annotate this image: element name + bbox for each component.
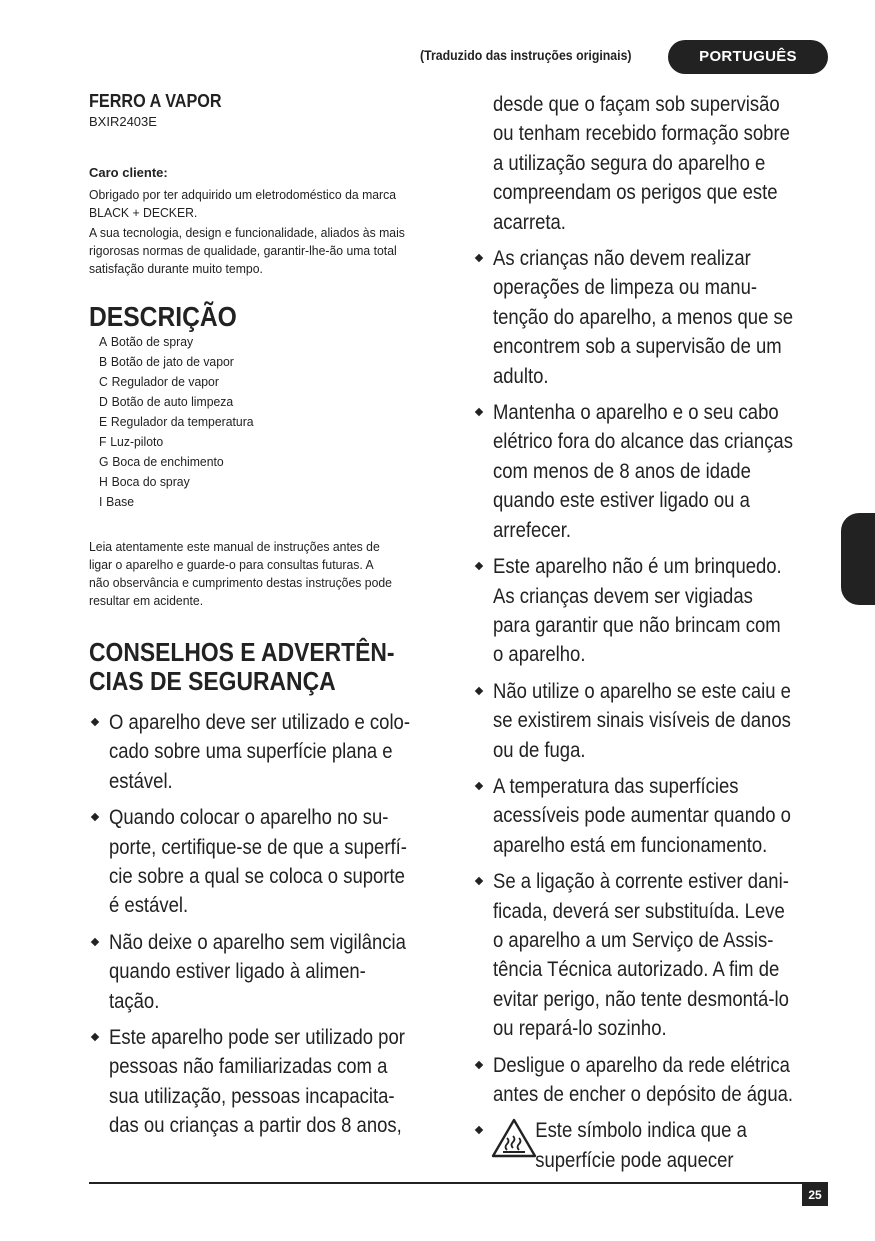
text-line: porte, certifique-se de que a superfí-: [109, 835, 407, 859]
text-line: ou tenham recebido formação sobre: [493, 122, 790, 146]
right-column: [473, 90, 833, 1182]
heading-line: CONSELHOS E ADVERTÊN-: [89, 637, 395, 667]
language-badge: PORTUGUÊS: [668, 40, 828, 74]
description-heading: DESCRIÇÃO: [89, 301, 237, 332]
text-line: ou repará-lo sozinho.: [493, 1017, 667, 1041]
intro-paragraph-2: [89, 224, 446, 278]
text-line: tenção do aparelho, a menos que se: [493, 305, 794, 329]
heading-line: CIAS DE SEGURANÇA: [89, 666, 336, 696]
text-line: As crianças não devem realizar: [493, 247, 751, 271]
read-instructions-paragraph: [89, 538, 446, 610]
greeting: Caro cliente:: [89, 165, 168, 180]
text-line: resultar em acidente.: [89, 593, 204, 608]
model-number: BXIR2403E: [89, 114, 157, 129]
text-line: para garantir que não brincam com: [493, 613, 781, 637]
text-line: O aparelho deve ser utilizado e colo-: [109, 711, 410, 734]
text-line: Este aparelho pode ser utilizado por: [109, 1026, 405, 1050]
safety-heading: [89, 638, 406, 696]
part-item: E Regulador da temperatura: [99, 414, 254, 429]
safety-bullets-left: [89, 708, 449, 1141]
text-line: Não utilize o aparelho se este caiu e: [493, 679, 791, 703]
part-item: A Botão de spray: [99, 334, 194, 349]
part-item: G Boca de enchimento: [99, 454, 224, 469]
text-line: Não deixe o aparelho sem vigilância: [109, 930, 406, 954]
bullet-item: [89, 803, 449, 921]
text-line: Obrigado por ter adquirido um eletrodoméstico da marca: [89, 187, 397, 202]
part-item: D Botão de auto limpeza: [99, 394, 234, 409]
side-tab: [841, 513, 875, 605]
bullet-item: [473, 772, 833, 860]
product-title: FERRO A VAPOR: [89, 91, 222, 111]
bullet-item: [89, 708, 449, 796]
text-line: cado sobre uma superfície plana e: [109, 740, 393, 764]
bullet-item: [89, 1023, 449, 1141]
translation-note: (Traduzido das instruções originais): [420, 47, 632, 63]
text-line: quando este estiver ligado ou a: [493, 489, 750, 513]
text-line: aparelho está em funcionamento.: [493, 833, 768, 857]
text-line: superfície pode aquecer: [535, 1148, 734, 1172]
text-line: Este símbolo indica que a: [535, 1119, 747, 1143]
text-line: Este aparelho não é um brinquedo.: [493, 555, 782, 579]
text-line: ou de fuga.: [493, 738, 586, 762]
part-item: C Regulador de vapor: [99, 374, 219, 389]
bullet-item: [473, 867, 833, 1043]
part-item: H Boca do spray: [99, 474, 190, 489]
text-line: tência Técnica autorizado. A fim de: [493, 958, 780, 982]
text-line: Leia atentamente este manual de instruções antes de: [89, 539, 380, 554]
text-line: arrefecer.: [493, 518, 572, 542]
footer-rule: [89, 1182, 828, 1184]
text-line: com menos de 8 anos de idade: [493, 459, 751, 483]
text-line: ligar o aparelho e guarde-o para consultas futuras. A: [89, 557, 374, 572]
part-item: I Base: [99, 494, 135, 509]
safety-bullets-right: [473, 90, 833, 1175]
bullet-item: [473, 552, 833, 670]
text-line: A temperatura das superfícies: [493, 774, 739, 798]
text-line: operações de limpeza ou manu-: [493, 276, 758, 300]
text-line: Mantenha o aparelho e o seu cabo: [493, 401, 779, 425]
text-line: tação.: [109, 989, 160, 1013]
text-line: pessoas não familiarizadas com a: [109, 1055, 388, 1079]
text-line: encontrem sob a supervisão de um: [493, 335, 782, 359]
text-line: BLACK + DECKER.: [89, 205, 198, 220]
text-line: Se a ligação à corrente estiver dani-: [493, 870, 789, 894]
text-line: adulto.: [493, 364, 549, 388]
part-item: B Botão de jato de vapor: [99, 354, 234, 369]
text-line: se existirem sinais visíveis de danos: [493, 709, 791, 733]
text-line: é estável.: [109, 894, 189, 918]
bullet-item: [473, 244, 833, 391]
text-line: sua utilização, pessoas incapacita-: [109, 1084, 395, 1108]
text-line: estável.: [109, 769, 173, 793]
text-line: Desligue o aparelho da rede elétrica: [493, 1053, 790, 1077]
bullet-item: [473, 398, 833, 545]
left-column: [89, 90, 449, 1148]
text-line: As crianças devem ser vigiadas: [493, 584, 753, 608]
continued-text: [473, 90, 833, 237]
text-line: desde que o façam sob supervisão: [493, 93, 780, 116]
bullet-item: [473, 677, 833, 765]
text-line: não observância e cumprimento destas instruções pode: [89, 575, 392, 590]
text-line: elétrico fora do alcance das crianças: [493, 430, 793, 454]
text-line: satisfação durante muito tempo.: [89, 261, 263, 276]
text-line: das ou crianças a partir dos 8 anos,: [109, 1114, 402, 1138]
text-line: compreendam os perigos que este: [493, 181, 778, 205]
text-line: a utilização segura do aparelho e: [493, 151, 766, 175]
parts-list: [89, 332, 449, 512]
text-line: o aparelho.: [493, 643, 586, 667]
text-line: quando estiver ligado à alimen-: [109, 960, 366, 984]
bullet-item: [473, 1051, 833, 1110]
text-line: cie sobre a qual se coloca o suporte: [109, 865, 405, 889]
intro-paragraph-1: [89, 186, 446, 222]
text-line: antes de encher o depósito de água.: [493, 1083, 794, 1106]
bullet-item: [89, 928, 449, 1016]
text-line: evitar perigo, não tente desmontá-lo: [493, 987, 789, 1011]
text-line: acarreta.: [493, 210, 566, 234]
page-number: 25: [802, 1184, 828, 1206]
text-line: rigorosas normas de qualidade, garantir-lhe-ão uma total: [89, 243, 397, 258]
hot-surface-bullet: [473, 1116, 833, 1175]
text-line: acessíveis pode aumentar quando o: [493, 804, 791, 828]
part-item: F Luz-piloto: [99, 434, 164, 449]
text-line: Quando colocar o aparelho no su-: [109, 806, 389, 830]
text-line: o aparelho a um Serviço de Assis-: [493, 928, 774, 952]
text-line: A sua tecnologia, design e funcionalidade, aliados às mais: [89, 225, 405, 240]
text-line: ficada, deverá ser substituída. Leve: [493, 899, 785, 923]
